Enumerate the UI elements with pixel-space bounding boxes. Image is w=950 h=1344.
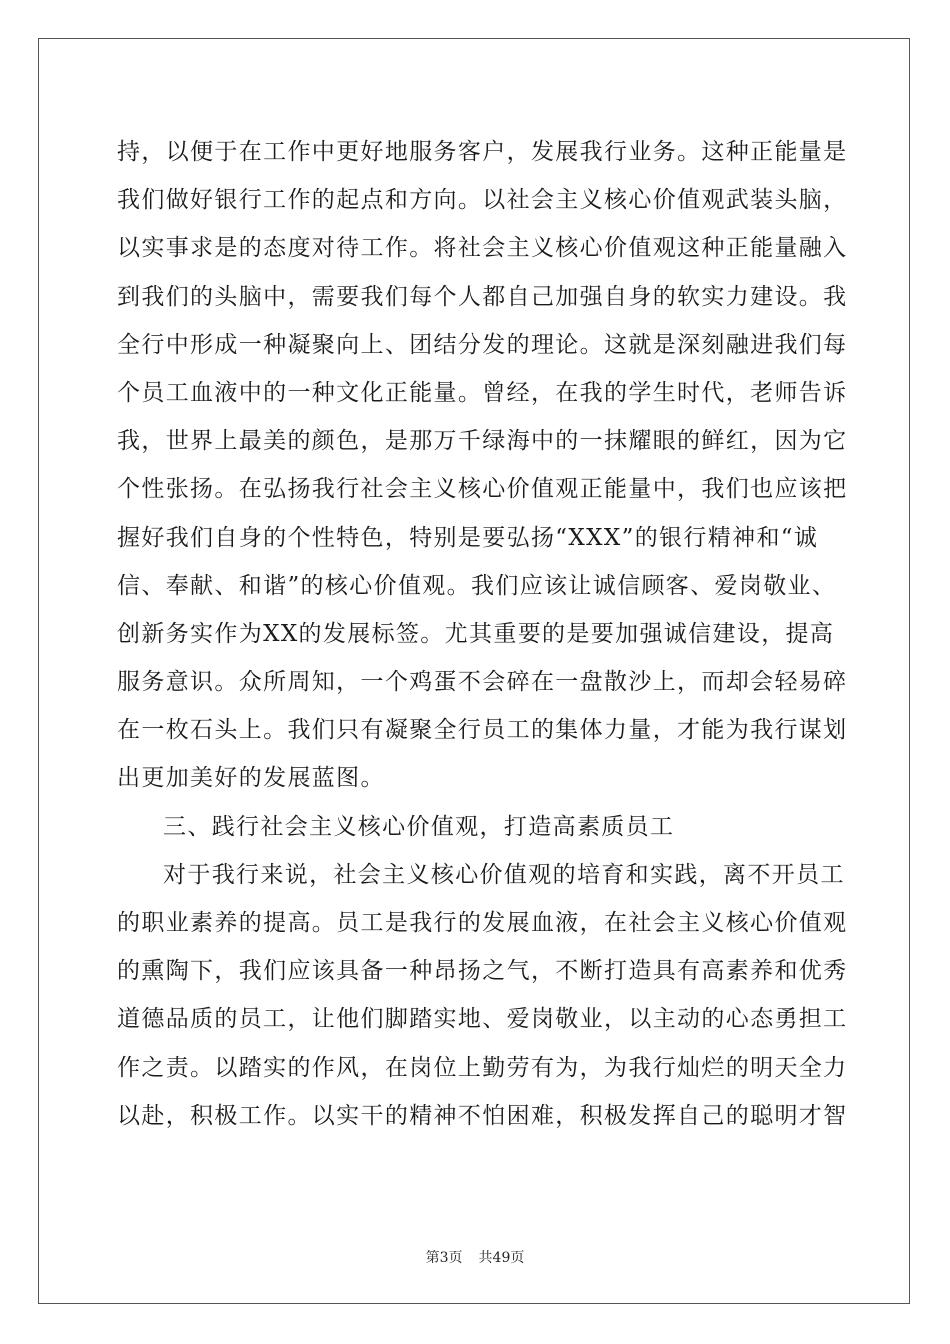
page-number: 第3页 [425,1250,463,1266]
paragraph-line: 持，以便于在工作中更好地服务客户，发展我行业务。这种正能量是 [117,139,848,165]
paragraph-line: 道德品质的员工，让他们脚踏实地、爱岗敬业，以主动的心态勇担工 [117,1006,848,1033]
paragraph-line: 的职业素养的提高。员工是我行的发展血液，在社会主义核心价值观 [117,910,848,936]
total-pages: 共49页 [478,1250,525,1266]
document-body [117,128,848,1140]
paragraph-line: 我们做好银行工作的起点和方向。以社会主义核心价值观武装头脑， [117,187,848,214]
paragraph-line: 出更加美好的发展蓝图。 [117,765,385,792]
paragraph-line: 在一枚石头上。我们只有凝聚全行员工的集体力量，才能为我行谋划 [117,717,848,744]
paragraph-line: 信、奉献、和谐”的核心价值观。我们应该让诚信顾客、爱岗敬业、 [117,572,837,599]
paragraph-line: 个员工血液中的一种文化正能量。曾经，在我的学生时代，老师告诉 [117,379,848,406]
paragraph-line: 握好我们自身的个性特色，特别是要弘扬“XXX”的银行精神和“诚 [117,524,819,551]
page-footer [0,1247,950,1267]
paragraph-line: 创新务实作为XX的发展标签。尤其重要的是要加强诚信建设，提高 [117,620,835,647]
paragraph-line: 我，世界上最美的颜色，是那万千绿海中的一抹耀眼的鲜红，因为它 [117,428,848,455]
paragraph-line: 以实事求是的态度对待工作。将社会主义核心价值观这种正能量融入 [117,235,848,262]
paragraph-line: 对于我行来说，社会主义核心价值观的培育和实践，离不开员工 [163,861,845,888]
paragraph-line: 全行中形成一种凝聚向上、团结分发的理论。这就是深刻融进我们每 [117,331,848,358]
paragraph-line: 到我们的头脑中，需要我们每个人都自己加强自身的软实力建设。我 [117,283,848,310]
paragraph-line: 个性张扬。在弘扬我行社会主义核心价值观正能量中，我们也应该把 [117,476,848,503]
paragraph-line: 的熏陶下，我们应该具备一种昂扬之气，不断打造具有高素养和优秀 [117,958,848,985]
paragraph-line: 服务意识。众所周知，一个鸡蛋不会碎在一盘散沙上，而却会轻易碎 [117,669,848,696]
paragraph-line: 以赴，积极工作。以实干的精神不怕困难，积极发挥自己的聪明才智 [117,1102,848,1129]
paragraph-line: 作之责。以踏实的作风，在岗位上勤劳有为，为我行灿烂的明天全力 [117,1054,848,1081]
section-heading: 三、践行社会主义核心价值观，打造高素质员工 [163,813,675,840]
